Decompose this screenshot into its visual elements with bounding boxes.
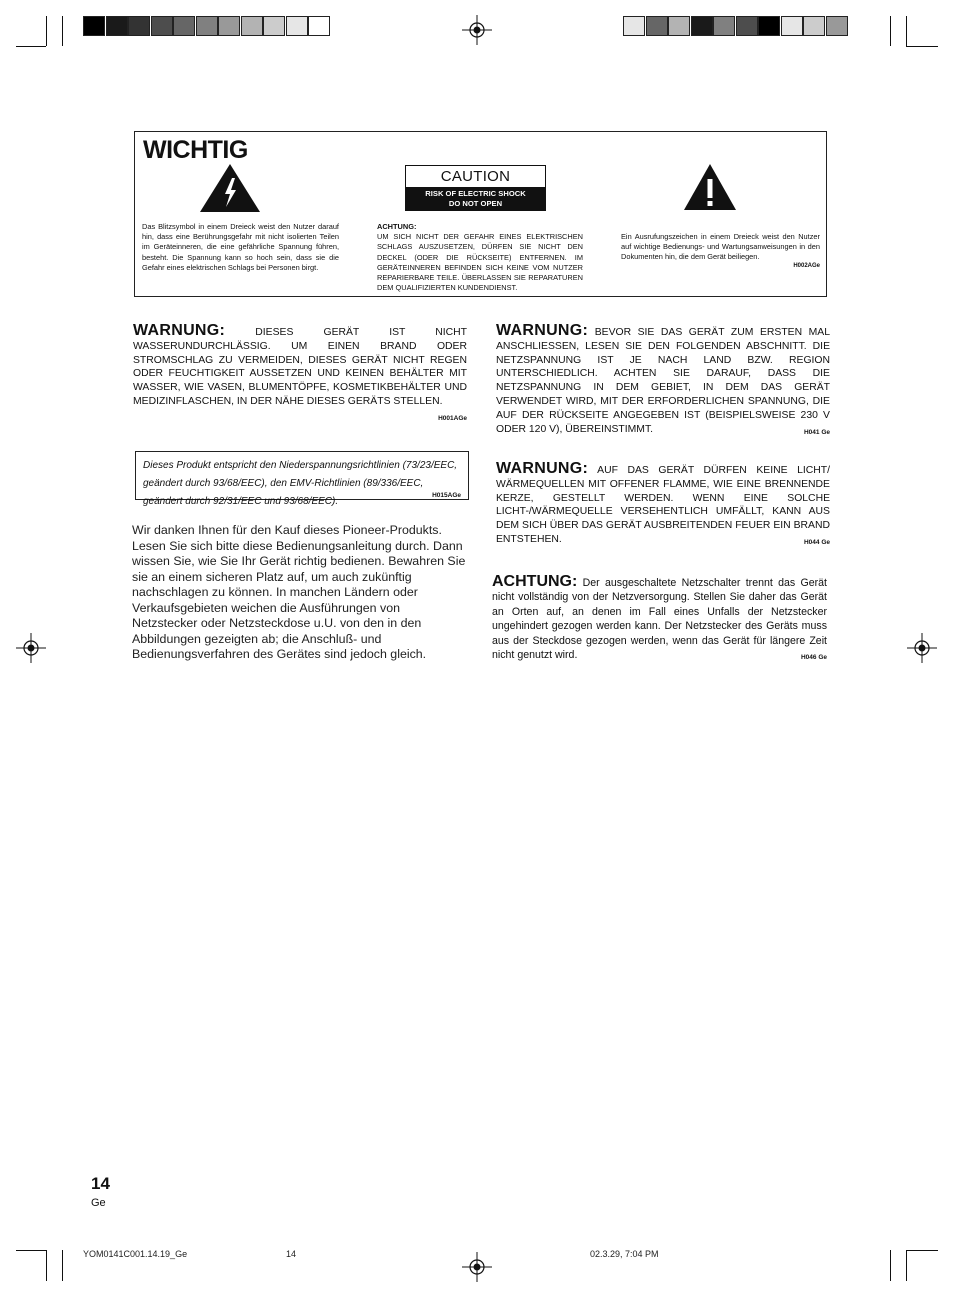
warnung-flame — [496, 462, 830, 550]
achtung-head: ACHTUNG: — [492, 573, 578, 590]
page-language: Ge — [91, 1197, 106, 1209]
registration-mark-icon — [907, 633, 937, 663]
color-swatch — [263, 16, 285, 36]
warnung-text: DIESES GERÄT IST NICHT WASSERUNDURCHLÄSSIG. UM EINEN BRAND ODER STROMSCHLAG ZU VERMEIDEN, DIESES GERÄT NICHT REGEN ODER FEUCHTIGKEIT AUSSETZEN UND KEINEN BEHÄLTER MIT WASSER, WIE VASEN, BLUMENTÖPFE, KOSMETIKBEHÄLTER UND MEDIZINFLASCHEN, IN DER NÄHE DIESES GERÄTS STELLEN. — [133, 327, 468, 407]
caution-sub-2: DO NOT OPEN — [448, 199, 503, 208]
code-h001: H001AGe — [438, 414, 467, 422]
color-swatch — [826, 16, 848, 36]
lightning-description: Das Blitzsymbol in einem Dreieck weist den Nutzer darauf hin, dass eine Berührungsgefahr mit nicht isolierten Teilen im Geräteinneren, die eine gefährliche Spannung führen, besteht. Die Spannung kann so hoch sein, dass sie die Gefahr eines elektrischen Schlags bei Personen birgt. — [142, 222, 339, 272]
wichtig-title: WICHTIG — [143, 136, 248, 164]
color-swatch — [691, 16, 713, 36]
code-h046: H046 Ge — [800, 654, 827, 662]
warnung-head: WARNUNG: — [496, 460, 589, 477]
color-swatch — [241, 16, 263, 36]
color-swatch — [128, 16, 150, 36]
achtung-head-small: ACHTUNG: — [377, 222, 417, 231]
color-swatch — [286, 16, 308, 36]
caution-title: CAUTION — [440, 168, 511, 185]
directive-box — [135, 451, 469, 507]
page-number: 14 — [91, 1174, 110, 1193]
color-swatch — [713, 16, 735, 36]
footer-date: 02.3.29, 7:04 PM — [590, 1249, 659, 1259]
code-h002: H002AGe — [793, 262, 820, 269]
color-swatch — [83, 16, 105, 36]
color-swatch — [646, 16, 668, 36]
color-swatch — [196, 16, 218, 36]
registration-mark-icon — [462, 1252, 492, 1282]
caution-label — [405, 165, 546, 211]
color-swatch — [106, 16, 128, 36]
intro-text: Wir danken Ihnen für den Kauf dieses Pioneer-Produkts. Lesen Sie sich bitte diese Bedienungsanleitung durch. Dann wissen Sie, wie Sie Ihr Gerät richtig bedienen. Bewahren Sie sie an einem sicheren Platz auf, um auch zukünftig nachschlagen zu können. In manchen Ländern oder Verkaufsgebieten weichen die Ausführungen von Netzstecker oder Netzsteckdose u.U. von den in den Abbildungen gezeigten ab; die Anschluß- und Bedienungsverfahren des Gerätes sind jedoch gleich. — [132, 523, 466, 661]
color-swatch — [803, 16, 825, 36]
color-swatch — [218, 16, 240, 36]
warnung-text: BEVOR SIE DAS GERÄT ZUM ERSTEN MAL ANSCHLIESSEN, LESEN SIE DEN FOLGENDEN ABSCHNITT. DIE NETZSPANNUNG IST JE NACH LAND BZW. REGION UNTERSCHIEDLICH. ACHTEN SIE DARAUF, DASS DIE NETZSPANNUNG IN DEM GEBIET, IN DEM DAS GERÄT VERWENDET WIRD, MIT DER ERFORDERLICHEN SPANNUNG, DIE AUF DER RÜCKSEITE ANGEGEBEN IST (BEISPIELSWEISE 230 V ODER 120 V), ÜBEREINSTIMMT. — [496, 327, 830, 435]
achtung-text: Der ausgeschaltete Netzschalter trennt das Gerät nicht vollständig von der Netzversorgung. Stellen Sie daher das Gerät an Orten auf, an denen im Fall eines Unfalls der Netzstecker ungehindert gezogen werden kann. Der Netzstecker des Geräts muss aus der Steckdose gezogen werden, wenn das Gerät für längere Zeit nicht genutzt wird. — [492, 577, 828, 662]
color-swatch — [758, 16, 780, 36]
warnung-head: WARNUNG: — [496, 322, 589, 339]
color-swatch — [151, 16, 173, 36]
registration-mark-icon — [16, 633, 46, 663]
code-h015: H015AGe — [432, 492, 461, 499]
directive-text: Dieses Produkt entspricht den Niederspannungsrichtlinien (73/23/EEC, geändert durch 93/68/EEC), den EMV-Richtlinien (89/336/EEC, geändert durch 92/31/EEC und 93/68/EEC). — [143, 460, 458, 507]
color-swatch — [623, 16, 645, 36]
warnung-voltage — [496, 324, 830, 439]
achtung-power-switch — [492, 575, 827, 665]
exclamation-description: Ein Ausrufungszeichen in einem Dreieck weist den Nutzer auf wichtige Bedienungs- und Wartungsanweisungen in den Dokumenten hin, die dem Gerät beiliegen. — [621, 232, 820, 262]
color-swatch — [668, 16, 690, 36]
caution-sub-1: RISK OF ELECTRIC SHOCK — [425, 189, 526, 198]
footer-file: YOM0141C001.14.19_Ge — [83, 1249, 188, 1259]
code-h044: H044 Ge — [803, 538, 830, 546]
exclamation-warning-icon — [683, 163, 737, 211]
warnung-head: WARNUNG: — [133, 322, 226, 339]
achtung-text-small: UM SICH NICHT DER GEFAHR EINES ELEKTRISCHEN SCHLAGS AUSZUSETZEN, DÜRFEN SIE NICHT DEN DECKEL (ODER DIE RÜCKSEITE) ENTFERNEN. IM GERÄTEINNEREN BEFINDEN SICH KEINE VOM NUTZER REPARIERBARE TEILE. ÜBERLASSEN SIE REPARATUREN DEM QUALIFIZIERTEN KUNDENDIENST. — [377, 232, 583, 293]
color-swatch — [173, 16, 195, 36]
lightning-warning-icon — [199, 163, 261, 213]
color-swatch — [308, 16, 330, 36]
warnung-waterproof — [133, 324, 467, 426]
color-swatch — [781, 16, 803, 36]
code-h041: H041 Ge — [803, 428, 830, 436]
color-swatch — [736, 16, 758, 36]
warnung-text: AUF DAS GERÄT DÜRFEN KEINE LICHT/ WÄRMEQUELLEN MIT OFFENER FLAMME, WIE EINE BRENNENDE KERZE, GESTELLT WERDEN. WENN EINE SOLCHE LICHT-/WÄRMEQUELLE VERSEHENTLICH UMFÄLLT, KANN AUS DEM SICH ÜBER DAS GERÄT AUSBREITENDEN FEUER EIN BRAND ENTSTEHEN. — [496, 465, 830, 545]
footer-page: 14 — [286, 1249, 297, 1259]
registration-mark-icon — [462, 15, 492, 45]
